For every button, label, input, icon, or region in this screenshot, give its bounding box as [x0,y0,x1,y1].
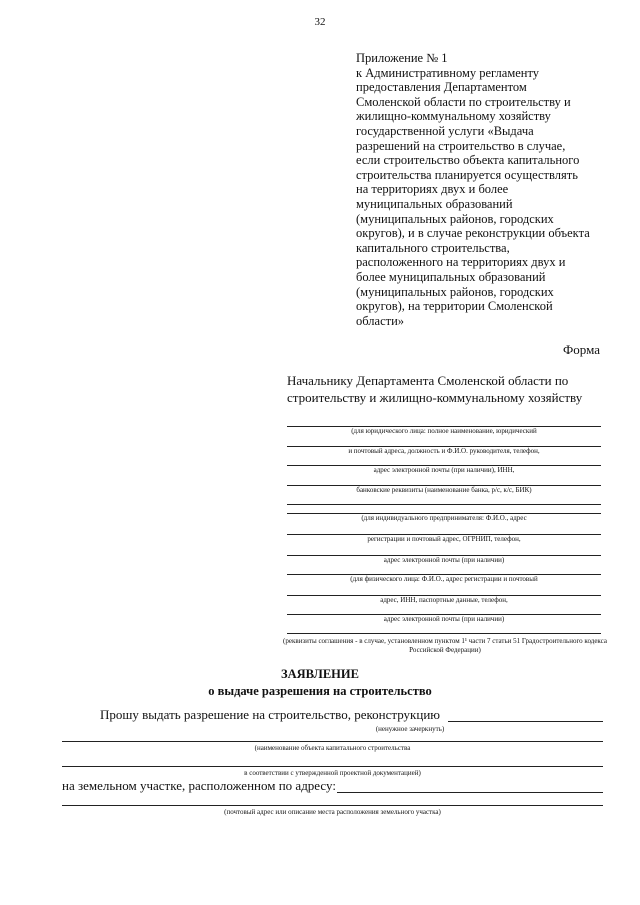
applicant-field[interactable] [287,446,601,456]
appendix-line: Смоленской области по строительству и [356,94,571,109]
appendix-line: капитального строительства, [356,240,510,255]
request-text: Прошу выдать разрешение на строительство, реконструкцию [100,707,440,722]
applicant-field[interactable] [287,485,601,495]
appendix-line: области» [356,313,405,328]
address-blank-line[interactable] [337,792,603,793]
appendix-line: муниципальных образований [356,196,513,211]
project-caption: в соответствии с утвержденной проектной документацией) [244,769,421,777]
appendix-line: государственной услуги «Выдача [356,123,534,138]
field-caption: (для индивидуального предпринимателя: Ф.И.О., адрес [361,514,527,522]
project-blank-line[interactable] [62,766,603,767]
field-caption: адрес, ИНН, паспортные данные, телефон, [380,596,508,604]
address-blank-line-2[interactable] [62,805,603,806]
field-caption: (для юридического лица: полное наименование, юридический [351,427,537,435]
applicant-field[interactable] [287,574,601,584]
applicant-field[interactable] [287,595,601,605]
object-caption: (наименование объекта капитального строительства [254,744,411,752]
appendix-line: более муниципальных образований [356,269,546,284]
field-caption: адрес электронной почты (при наличии) [383,556,505,564]
field-caption: банковские реквизиты (наименование банка, р/с, к/с, БИК) [356,486,532,494]
page-number: 32 [314,16,326,28]
applicant-field[interactable] [287,504,601,505]
statement-title: ЗАЯВЛЕНИЕ [281,667,359,681]
agreement-caption: (реквизиты соглашения - в случае, установленном пунктом 1¹ части 7 статьи 51 Градостроительного кодекса Российской Федерации) [283,637,607,654]
land-text: на земельном участке, расположенном по адресу: [62,778,336,793]
statement-subtitle: о выдаче разрешения на строительство [208,684,432,698]
field-caption: (для физического лица: Ф.И.О., адрес регистрации и почтовый [350,575,538,583]
appendix-line: округов), и в случае реконструкции объекта [356,226,590,241]
appendix-line: (муниципальных районов, городских [356,284,554,299]
appendix-line: Приложение № 1 [356,51,448,65]
agreement-field[interactable] [287,633,601,634]
addressee: Начальнику Департамента Смоленской области по строительству и жилищно-коммунальному хозяйству [287,373,583,405]
appendix-line: к Административному регламенту [356,65,540,80]
blank-line[interactable] [287,633,601,634]
request-blank-line[interactable] [448,721,603,722]
request-caption: (ненужное зачеркнуть) [375,725,445,733]
field-caption: регистрации и почтовый адрес, ОГРНИП, телефон, [367,535,521,543]
appendix-header [356,51,616,328]
object-blank-line[interactable] [62,741,603,742]
field-caption: адрес электронной почты (при наличии) [383,615,505,623]
field-caption: адрес электронной почты (при наличии), ИНН, [373,466,515,474]
applicant-field[interactable] [287,614,601,624]
appendix-line: округов), на территории Смоленской [356,299,553,314]
appendix-line: на территориях двух и более [356,182,509,197]
appendix-line: строительства планируется осуществлять [356,167,578,182]
form-label: Форма [563,342,600,357]
applicant-field[interactable] [287,555,601,565]
applicant-field[interactable] [287,426,601,436]
appendix-line: разрешений на строительство в случае, [356,138,566,153]
address-caption: (почтовый адрес или описание места расположения земельного участка) [224,808,441,816]
appendix-line: (муниципальных районов, городских [356,211,554,226]
appendix-line: расположенного на территориях двух и [356,255,566,270]
applicant-field[interactable] [287,534,601,544]
field-caption: и почтовый адреса, должность и Ф.И.О. руководителя, телефон, [348,447,540,455]
applicant-field[interactable] [287,465,601,475]
appendix-line: предоставления Департаментом [356,80,527,95]
appendix-line: жилищно-коммунальному хозяйству [356,109,551,124]
appendix-line: если строительство объекта капитального [356,153,580,168]
blank-line[interactable] [287,504,601,505]
applicant-field[interactable] [287,513,601,523]
